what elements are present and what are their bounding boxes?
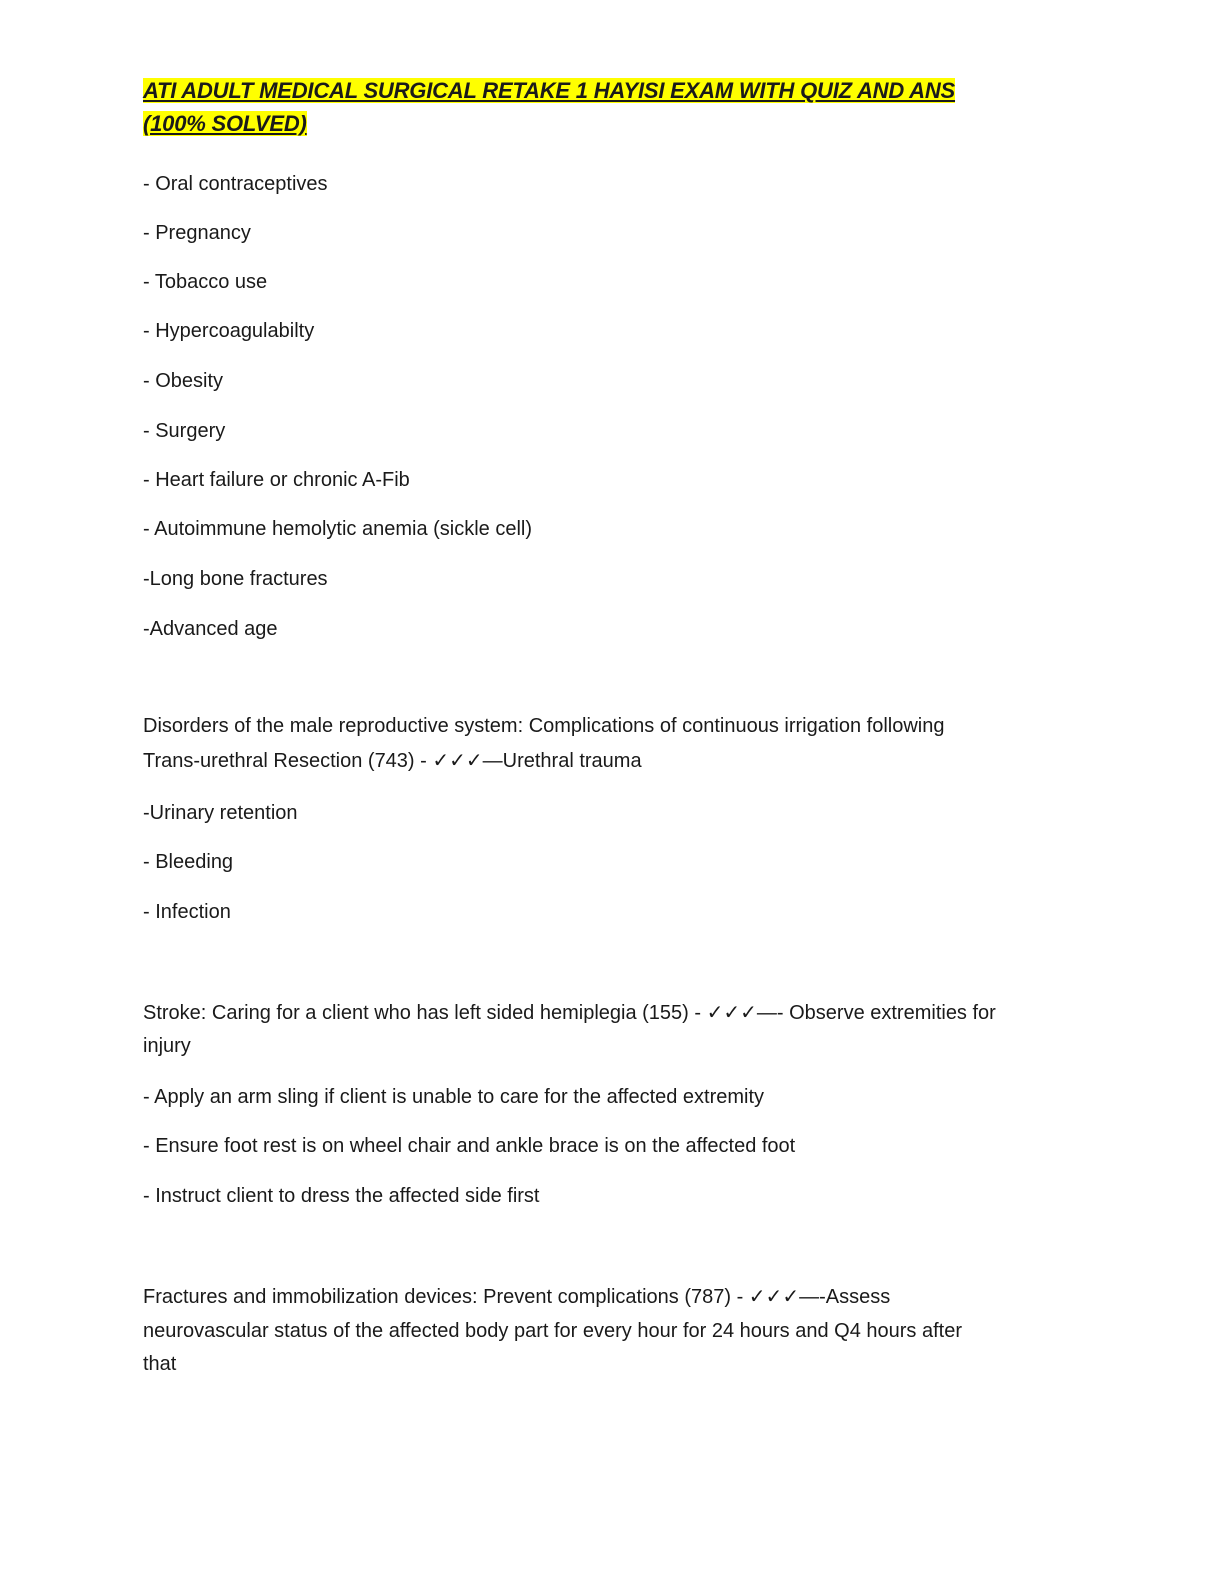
list-item: - Pregnancy (143, 222, 251, 244)
question-line: Stroke: Caring for a client who has left sided hemiplegia (155) - ✓✓✓—- Observe extremities for (143, 1002, 996, 1024)
answer-item: - Apply an arm sling if client is unable to care for the affected extremity (143, 1086, 765, 1108)
title-line-1: ATI ADULT MEDICAL SURGICAL RETAKE 1 HAYISI EXAM WITH QUIZ AND ANS (143, 78, 956, 103)
document-title (143, 74, 1043, 140)
fractures-question (143, 1281, 1083, 1382)
answer-item: - Bleeding (143, 851, 234, 873)
stroke-question (143, 997, 1083, 1063)
question-line: Fractures and immobilization devices: Prevent complications (787) - ✓✓✓—-Assess (143, 1286, 891, 1308)
list-item: -Advanced age (143, 618, 278, 640)
question-line: neurovascular status of the affected body part for every hour for 24 hours and Q4 hours after (143, 1319, 962, 1342)
answer-item: -Urinary retention (143, 802, 298, 824)
question-line: injury (143, 1035, 191, 1057)
list-item: - Heart failure or chronic A-Fib (143, 469, 410, 491)
list-item: -Long bone fractures (143, 568, 328, 590)
list-item: - Tobacco use (143, 271, 268, 293)
answer-item: - Instruct client to dress the affected side first (143, 1185, 540, 1207)
question-line: Trans-urethral Resection (743) - ✓✓✓—Urethral trauma (143, 750, 642, 772)
title-line-2: (100% SOLVED) (143, 111, 307, 136)
male-reproductive-question (143, 709, 1083, 779)
list-item: - Hypercoagulabilty (143, 320, 315, 342)
question-line: that (143, 1353, 177, 1375)
list-item: - Surgery (143, 420, 226, 442)
list-item: - Obesity (143, 370, 224, 392)
list-item: - Autoimmune hemolytic anemia (sickle cell) (143, 518, 533, 540)
answer-item: - Infection (143, 901, 231, 923)
question-line: Disorders of the male reproductive system: Complications of continuous irrigation following (143, 715, 945, 737)
answer-item: - Ensure foot rest is on wheel chair and ankle brace is on the affected foot (143, 1135, 796, 1157)
list-item: - Oral contraceptives (143, 173, 328, 195)
